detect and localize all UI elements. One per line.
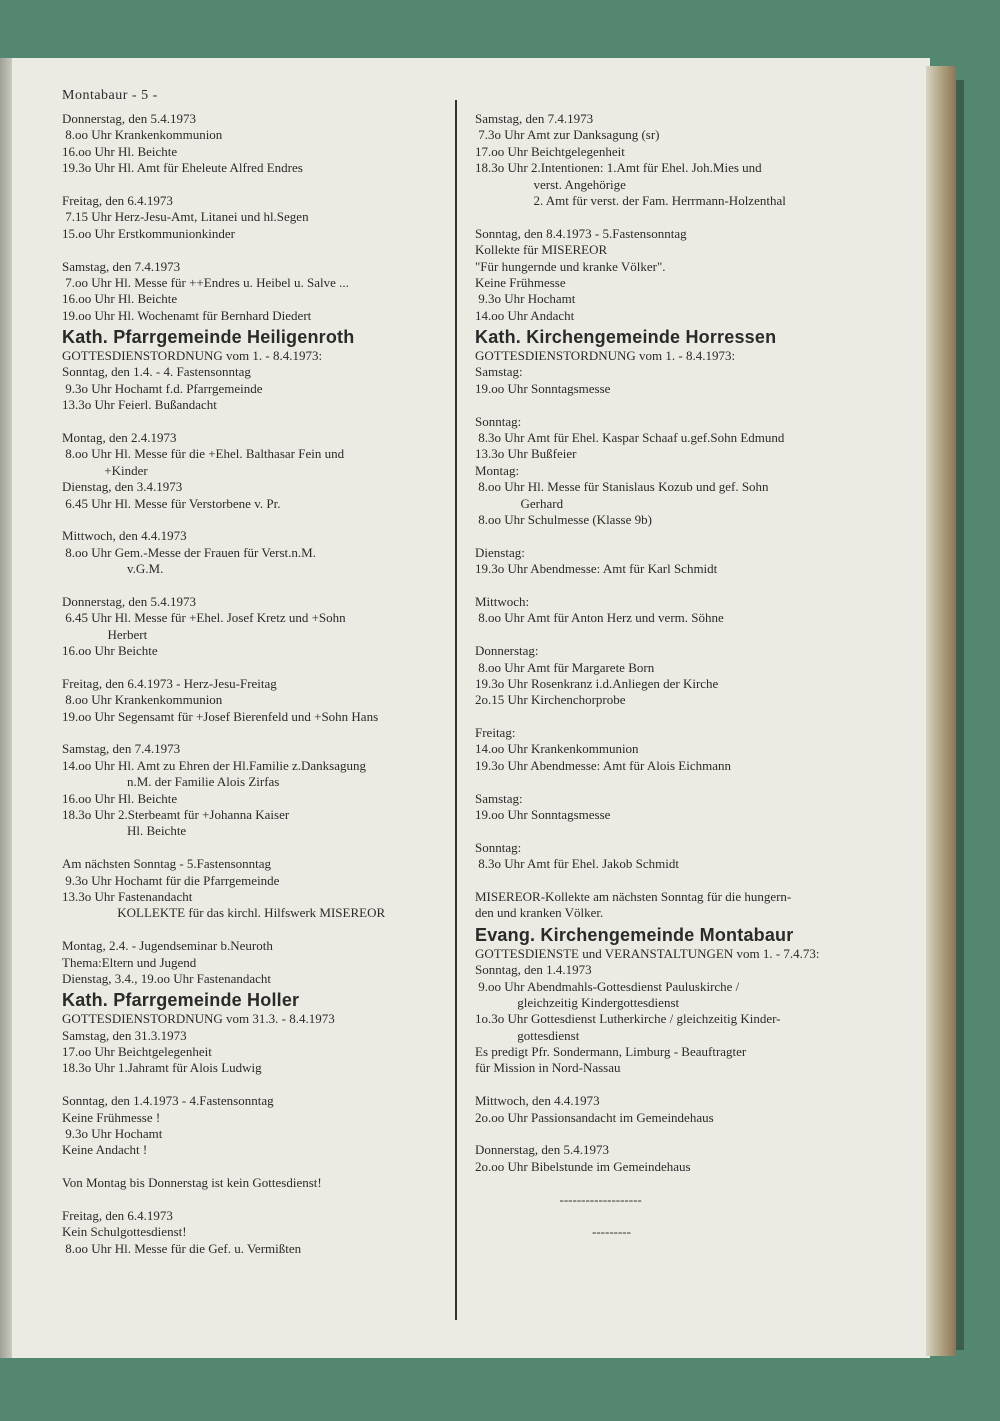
blank-line (62, 512, 452, 528)
text-line: GOTTESDIENSTORDNUNG vom 1. - 8.4.1973: (475, 348, 736, 364)
text-line: für Mission in Nord-Nassau (475, 1060, 621, 1076)
text-line: 9.3o Uhr Hochamt (475, 291, 576, 307)
text-line: 9.oo Uhr Abendmahls-Gottesdienst Pauluskirche / (475, 978, 740, 994)
text-line: Mittwoch: (475, 593, 530, 609)
text-line: v.G.M. (62, 561, 164, 577)
text-line: Kein Schulgottesdienst! (62, 1224, 187, 1240)
blank-line (475, 1126, 915, 1142)
text-line: Dienstag, 3.4., 19.oo Uhr Fastenandacht (62, 970, 272, 986)
text-line: Samstag, den 7.4.1973 (62, 258, 181, 274)
text-line: 19.oo Uhr Hl. Wochenamt für Bernhard Diedert (62, 307, 312, 323)
text-line: "Für hungernde und kranke Völker". (475, 258, 666, 274)
text-line: 8.oo Uhr Schulmesse (Klasse 9b) (475, 511, 652, 527)
text-line: 19.3o Uhr Rosenkranz i.d.Anliegen der Kirche (475, 675, 719, 691)
text-line: Sonntag: (475, 839, 522, 855)
text-line: Es predigt Pfr. Sondermann, Limburg - Beauftragter (475, 1044, 747, 1060)
text-line: Freitag, den 6.4.1973 (62, 192, 173, 208)
left-column (62, 111, 452, 1257)
text-line: gottesdienst (475, 1027, 580, 1043)
blank-line (62, 840, 452, 856)
text-line: Herbert (62, 626, 148, 642)
text-line: verst. Angehörige (475, 176, 626, 192)
blank-line (62, 922, 452, 938)
text-line: 14.oo Uhr Andacht (475, 307, 575, 323)
text-line: 16.oo Uhr Beichte (62, 643, 158, 659)
text-line: Sonntag: (475, 413, 522, 429)
text-line: 17.oo Uhr Beichtgelegenheit (62, 1044, 212, 1060)
text-line: 19.oo Uhr Sonntagsmesse (475, 807, 611, 823)
text-line: 19.3o Uhr Abendmesse: Amt für Alois Eichmann (475, 757, 732, 773)
text-line: Mittwoch, den 4.4.1973 (475, 1093, 600, 1109)
text-line: GOTTESDIENSTORDNUNG vom 1. - 8.4.1973: (62, 348, 323, 364)
text-line: KOLLEKTE für das kirchl. Hilfswerk MISEREOR (62, 905, 386, 921)
blank-line (62, 177, 452, 193)
text-line: Keine Frühmesse (475, 274, 566, 290)
blank-line (62, 414, 452, 430)
text-line: Gerhard (475, 495, 564, 511)
page-header: Montabaur - 5 - (62, 88, 158, 103)
text-line: Am nächsten Sonntag - 5.Fastensonntag (62, 856, 272, 872)
text-line: 1o.3o Uhr Gottesdienst Lutherkirche / gleichzeitig Kinder- (475, 1011, 781, 1027)
text-line: 13.3o Uhr Feierl. Bußandacht (62, 397, 217, 413)
text-line: 9.3o Uhr Hochamt für die Pfarrgemeinde (62, 872, 280, 888)
text-line: 16.oo Uhr Hl. Beichte (62, 291, 178, 307)
book-spine-shadow (956, 80, 964, 1350)
text-line: Sonntag, den 1.4.1973 (475, 962, 592, 978)
text-line: GOTTESDIENSTORDNUNG vom 31.3. - 8.4.1973 (62, 1011, 335, 1027)
text-line: Donnerstag, den 5.4.1973 (475, 1142, 609, 1158)
blank-line (475, 528, 915, 544)
blank-line (475, 709, 915, 725)
text-line: Samstag: (475, 790, 523, 806)
text-line: Freitag, den 6.4.1973 - Herz-Jesu-Freitag (62, 675, 277, 691)
blank-line (62, 660, 452, 676)
text-line: 9.3o Uhr Hochamt f.d. Pfarrgemeinde (62, 380, 263, 396)
section-heading: Kath. Pfarrgemeinde Holler (62, 990, 300, 1011)
text-line: 9.3o Uhr Hochamt (62, 1126, 163, 1142)
text-line: Thema:Eltern und Jugend (62, 954, 197, 970)
book-spine (926, 66, 956, 1356)
text-line: Keine Frühmesse ! (62, 1109, 161, 1125)
text-line: n.M. der Familie Alois Zirfas (62, 774, 280, 790)
text-line: 19.oo Uhr Sonntagsmesse (475, 380, 611, 396)
text-line: Sonntag, den 1.4. - 4. Fastensonntag (62, 364, 251, 380)
section-heading: Kath. Pfarrgemeinde Heiligenroth (62, 327, 355, 348)
text-line: Sonntag, den 8.4.1973 - 5.Fastensonntag (475, 225, 687, 241)
blank-line (475, 397, 915, 413)
text-line: Von Montag bis Donnerstag ist kein Gottesdienst! (62, 1175, 322, 1191)
text-line: 8.oo Uhr Hl. Messe für die +Ehel. Balthasar Fein und (62, 446, 345, 462)
text-line: Freitag: (475, 725, 516, 741)
section-heading: Kath. Kirchengemeinde Horressen (475, 327, 777, 348)
text-line: 8.oo Uhr Hl. Messe für Stanislaus Kozub und gef. Sohn (475, 479, 769, 495)
text-line: 8.oo Uhr Gem.-Messe der Frauen für Verst.n.M. (62, 544, 316, 560)
text-line: 14.oo Uhr Hl. Amt zu Ehren der Hl.Familie z.Danksagung (62, 757, 366, 773)
blank-line (62, 725, 452, 741)
text-line: Donnerstag, den 5.4.1973 (62, 111, 196, 126)
blank-line (475, 1208, 915, 1224)
text-line: 7.3o Uhr Amt zur Danksagung (sr) (475, 127, 660, 143)
text-line: Montag, 2.4. - Jugendseminar b.Neuroth (62, 938, 273, 954)
blank-line (475, 627, 915, 643)
text-line: 8.oo Uhr Amt für Anton Herz und verm. Söhne (475, 610, 724, 626)
text-line: Freitag, den 6.4.1973 (62, 1208, 173, 1223)
text-line: 19.oo Uhr Segensamt für +Josef Bierenfeld und +Sohn Hans (62, 708, 379, 724)
blank-line (475, 1077, 915, 1093)
text-line: 2o.oo Uhr Bibelstunde im Gemeindehaus (475, 1158, 691, 1174)
text-line: GOTTESDIENSTE und VERANSTALTUNGEN vom 1. - 7.4.73: (475, 945, 820, 961)
blank-line (62, 1077, 452, 1093)
text-line: 16.oo Uhr Hl. Beichte (62, 790, 178, 806)
text-line: 7.oo Uhr Hl. Messe für ++Endres u. Heibel u. Salve ... (62, 274, 349, 290)
blank-line (475, 578, 915, 594)
text-line: 6.45 Uhr Hl. Messe für Verstorbene v. Pr. (62, 495, 281, 511)
text-line: Donnerstag: (475, 643, 539, 659)
text-line: Dienstag: (475, 544, 525, 560)
text-line: 16.oo Uhr Hl. Beichte (62, 143, 178, 159)
text-line: 13.3o Uhr Fastenandacht (62, 888, 193, 904)
text-line: Montag, den 2.4.1973 (62, 430, 177, 446)
text-line: 8.oo Uhr Hl. Messe für die Gef. u. Vermißten (62, 1240, 302, 1256)
text-line: 17.oo Uhr Beichtgelegenheit (475, 143, 625, 159)
text-line: 7.15 Uhr Herz-Jesu-Amt, Litanei und hl.Segen (62, 209, 309, 225)
text-line: 8.oo Uhr Amt für Margarete Born (475, 659, 655, 675)
text-line: 13.3o Uhr Bußfeier (475, 446, 577, 462)
blank-line (62, 1192, 452, 1208)
blank-line (62, 578, 452, 594)
text-line: 2o.15 Uhr Kirchenchorprobe (475, 692, 626, 708)
text-line: 14.oo Uhr Krankenkommunion (475, 741, 639, 757)
text-line: 15.oo Uhr Erstkommunionkinder (62, 225, 235, 241)
text-line: 8.oo Uhr Krankenkommunion (62, 127, 223, 143)
text-line: Montag: (475, 462, 520, 478)
blank-line (475, 774, 915, 790)
blank-line (62, 1159, 452, 1175)
text-line: 18.3o Uhr 2.Intentionen: 1.Amt für Ehel. Joh.Mies und (475, 160, 762, 176)
text-line: 8.oo Uhr Krankenkommunion (62, 692, 223, 708)
blank-line (475, 823, 915, 839)
text-line: 18.3o Uhr 1.Jahramt für Alois Ludwig (62, 1060, 262, 1076)
text-line: 2. Amt für verst. der Fam. Herrmann-Holzenthal (475, 192, 786, 208)
blank-line (475, 209, 915, 225)
text-line: 18.3o Uhr 2.Sterbeamt für +Johanna Kaiser (62, 807, 290, 823)
blank-line (475, 1175, 915, 1191)
text-line: Samstag, den 7.4.1973 (62, 741, 181, 757)
column-divider (455, 100, 457, 1320)
text-line: 6.45 Uhr Hl. Messe für +Ehel. Josef Kretz und +Sohn (62, 610, 346, 626)
text-line: Samstag, den 31.3.1973 (62, 1027, 187, 1043)
text-line: Keine Andacht ! (62, 1142, 148, 1158)
section-heading: Evang. Kirchengemeinde Montabaur (475, 924, 794, 945)
text-line: Sonntag, den 1.4.1973 - 4.Fastensonntag (62, 1093, 274, 1109)
text-line: +Kinder (62, 462, 148, 478)
text-line: ------------------- (475, 1191, 642, 1207)
text-line: 8.3o Uhr Amt für Ehel. Jakob Schmidt (475, 856, 680, 872)
text-line: Hl. Beichte (62, 823, 187, 839)
text-line: Dienstag, den 3.4.1973 (62, 479, 183, 495)
text-line: Samstag: (475, 364, 523, 380)
blank-line (475, 873, 915, 889)
text-line: 8.3o Uhr Amt für Ehel. Kaspar Schaaf u.gef.Sohn Edmund (475, 430, 785, 446)
blank-line (62, 242, 452, 258)
text-line: Mittwoch, den 4.4.1973 (62, 528, 187, 544)
text-line: Samstag, den 7.4.1973 (475, 111, 594, 126)
right-column (475, 111, 915, 1241)
text-line: den und kranken Völker. (475, 905, 604, 921)
text-line: MISEREOR-Kollekte am nächsten Sonntag für die hungern- (475, 888, 792, 904)
text-line: Kollekte für MISEREOR (475, 242, 608, 258)
text-line: Donnerstag, den 5.4.1973 (62, 593, 196, 609)
text-line: gleichzeitig Kindergottesdienst (475, 994, 680, 1010)
text-line: 19.3o Uhr Hl. Amt für Eheleute Alfred Endres (62, 160, 303, 176)
text-line: --------- (475, 1224, 631, 1240)
text-line: 2o.oo Uhr Passionsandacht im Gemeindehaus (475, 1109, 714, 1125)
text-line: 19.3o Uhr Abendmesse: Amt für Karl Schmidt (475, 561, 718, 577)
